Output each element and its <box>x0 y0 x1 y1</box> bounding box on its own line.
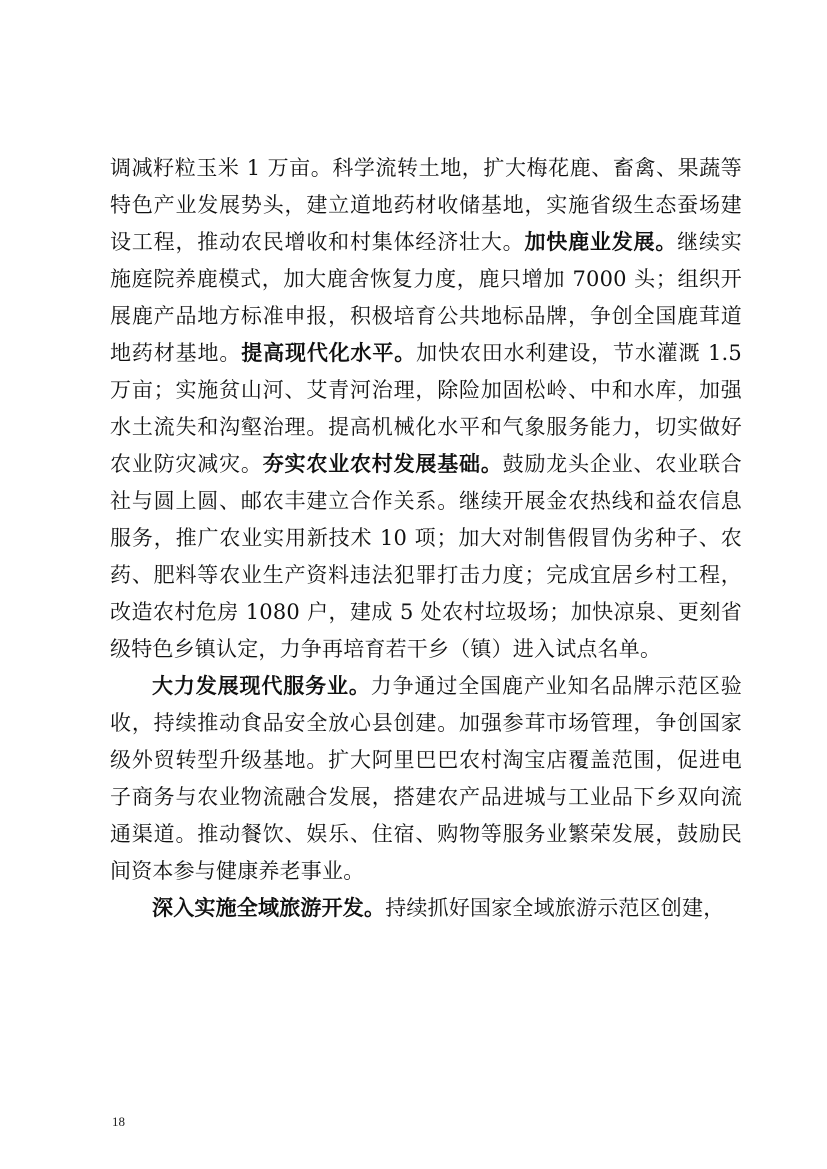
text-segment: 持续抓好国家全域旅游示范区创建， <box>385 896 725 920</box>
text-segment: 继续实施庭院养鹿模式，加大鹿舍恢复力度，鹿只增加 7000 头；组织开展鹿产品地方标准申报，积极培育公共地标品牌，争创全国鹿茸道地药材基地。 <box>110 230 742 365</box>
paragraph-tourism <box>110 890 742 927</box>
heading-modern-services: 大力发展现代服务业。 <box>152 674 371 698</box>
heading-tourism: 深入实施全域旅游开发。 <box>152 896 386 920</box>
body-text <box>110 150 742 927</box>
text-segment: 力争通过全国鹿产业知名品牌示范区验收，持续推动食品安全放心县创建。加强参茸市场管理，争创国家级外贸转型升级基地。扩大阿里巴巴农村淘宝店覆盖范围，促进电子商务与农业物流融合发展，搭建农产品进城与工业品下乡双向流通渠道。推动餐饮、娱乐、住宿、购物等服务业繁荣发展，鼓励民间资本参与健康养老事业。 <box>110 674 743 883</box>
page-number: 18 <box>112 1114 125 1129</box>
paragraph-services <box>110 668 742 890</box>
text-segment: 加快农田水利建设，节水灌溉 1.5 万亩；实施贫山河、艾青河治理，除险加固松岭、中和水库，加强水土流失和沟壑治理。提高机械化水平和气象服务能力，切实做好农业防灾减灾。 <box>110 341 742 476</box>
heading-modernization: 提高现代化水平。 <box>241 341 417 365</box>
paragraph-agriculture <box>110 150 742 668</box>
heading-rural-foundation: 夯实农业农村发展基础。 <box>262 452 503 476</box>
heading-deer-industry: 加快鹿业发展。 <box>524 230 678 254</box>
text-segment: 鼓励龙头企业、农业联合社与圆上圆、邮农丰建立合作关系。继续开展金农热线和益农信息服务，推广农业实用新技术 10 项；加大对制售假冒伪劣种子、农药、肥料等农业生产资料违法犯罪打击力度；完成宜居乡村工程，改造农村危房 1080 户，建成 5 处农村垃圾场；加快凉泉、更刻省级特色乡镇认定，力争再培育若干乡（镇）进入试点名单。 <box>110 452 742 661</box>
text-segment: 调减籽粒玉米 1 万亩。科学流转土地，扩大梅花鹿、畜禽、果蔬等特色产业发展势头，建立道地药材收储基地，实施省级生态蚕场建设工程，推动农民增收和村集体经济壮大。 <box>110 156 742 254</box>
